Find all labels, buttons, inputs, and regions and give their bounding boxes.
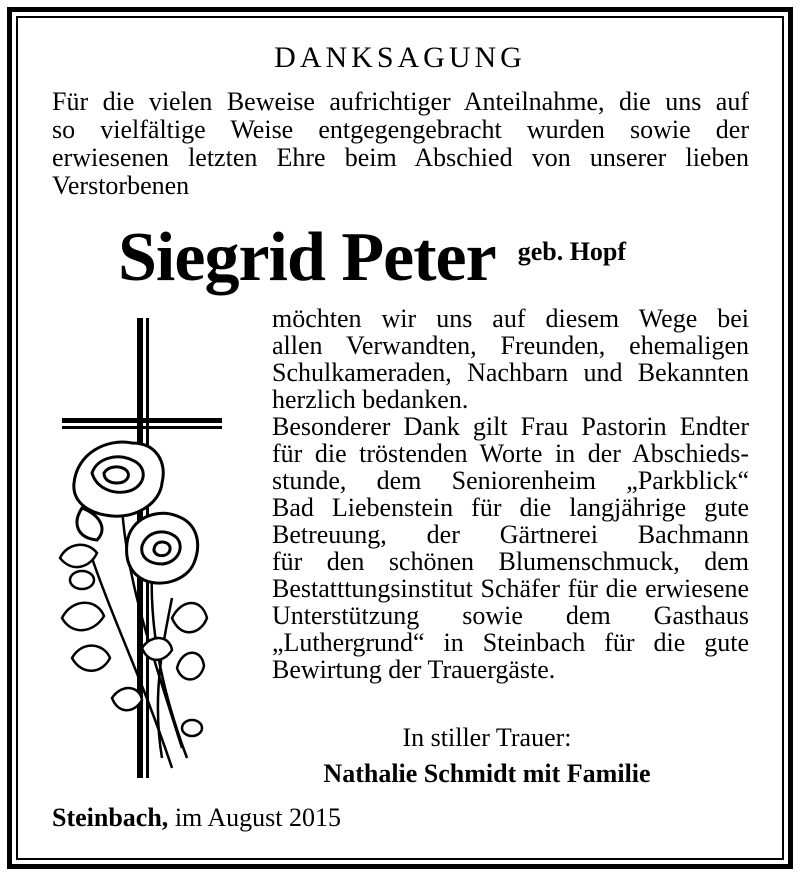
body-line: Besonderer Dank gilt Frau Pastorin Endter — [272, 412, 749, 441]
body-line: Bad Liebenstein für die langjährige gute — [272, 493, 749, 522]
body-line: stunde, dem Seniorenheim „Parkblick“ — [272, 466, 749, 495]
intro-paragraph — [52, 88, 749, 200]
mourning-label: In stiller Trauer: — [402, 723, 572, 752]
date: im August 2015 — [174, 803, 341, 832]
intro-line: erwiesenen letzten Ehre beim Abschied von unserer lieben — [52, 143, 749, 172]
body-line: „Luthergrund“ in Steinbach für die gute — [272, 628, 749, 657]
body-line: für die tröstenden Worte in der Abschieds- — [272, 439, 749, 468]
body-line: Betreuung, der Gärtnerei Bachmann — [272, 520, 749, 549]
place-date — [52, 803, 341, 833]
body-line: Bewirtung der Trauergäste. — [272, 655, 556, 684]
intro-line: so vielfältige Weise entgegengebracht wurden sowie der — [52, 115, 749, 144]
body-line: Unterstützung sowie dem Gasthaus — [272, 601, 749, 630]
body-line: für den schönen Blumenschmuck, dem — [272, 547, 749, 576]
deceased-name-row — [118, 218, 626, 298]
thanks-body — [272, 305, 749, 683]
deceased-name: Siegrid Peter — [118, 219, 496, 296]
body-line: allen Verwandten, Freunden, ehemaligen — [272, 331, 749, 360]
body-line: möchten wir uns auf diesem Wege bei — [272, 304, 749, 333]
notice-title: DANKSAGUNG — [274, 41, 526, 74]
intro-line: Verstorbenen — [52, 171, 190, 200]
place: Steinbach, — [52, 803, 169, 832]
body-line: herzlich bedanken. — [272, 385, 469, 414]
family-signature: Nathalie Schmidt mit Familie — [323, 759, 651, 788]
intro-line: Für die vielen Beweise aufrichtiger Anteilnahme, die uns auf — [52, 87, 749, 116]
maiden-name: geb. Hopf — [517, 237, 627, 266]
body-line: Bestatttungsinstitut Schäfer für die erwiesene — [272, 574, 749, 603]
body-line: Schulkameraden, Nachbarn und Bekannten — [272, 358, 749, 387]
cross-with-roses-icon — [52, 318, 232, 788]
